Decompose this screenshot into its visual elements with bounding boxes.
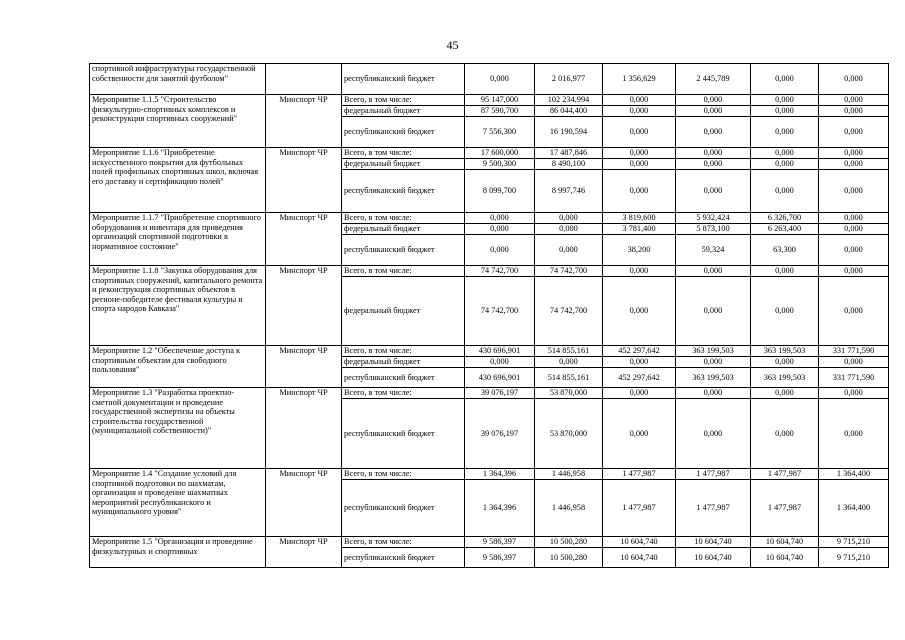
amount-cell: 39 076,197 — [465, 388, 535, 399]
amount-cell: 0,000 — [819, 213, 889, 224]
amount-cell: 0,000 — [465, 64, 535, 95]
funding-source: федеральный бюджет — [342, 159, 465, 170]
amount-cell: 0,000 — [819, 64, 889, 95]
executor — [266, 64, 342, 95]
measure-name: Мероприятие 1.1.8 "Закупка оборудования для спортивных сооружений, капитального ремонта и реконструкция спортивных объектов в регионе-победителе фестиваля культуры и спорта народов Кавказа" — [90, 266, 266, 346]
amount-cell: 1 446,958 — [535, 469, 603, 480]
amount-cell: 0,000 — [819, 235, 889, 266]
amount-cell: 5 932,424 — [676, 213, 751, 224]
amount-cell: 0,000 — [751, 170, 819, 213]
table-row — [90, 537, 889, 548]
amount-cell: 0,000 — [465, 213, 535, 224]
amount-cell: 1 364,396 — [465, 480, 535, 537]
amount-cell: 0,000 — [603, 106, 676, 117]
amount-cell: 0,000 — [603, 399, 676, 469]
amount-cell: 1 477,987 — [603, 469, 676, 480]
amount-cell: 0,000 — [603, 170, 676, 213]
amount-cell: 10 500,280 — [535, 548, 603, 568]
amount-cell: 39 076,197 — [465, 399, 535, 469]
funding-source: федеральный бюджет — [342, 277, 465, 346]
amount-cell: 0,000 — [819, 399, 889, 469]
amount-cell: 0,000 — [751, 399, 819, 469]
amount-cell: 363 199,503 — [751, 346, 819, 357]
amount-cell: 0,000 — [819, 95, 889, 106]
amount-cell: 363 199,503 — [676, 368, 751, 388]
amount-cell: 1 356,629 — [603, 64, 676, 95]
amount-cell: 0,000 — [603, 388, 676, 399]
amount-cell: 514 855,161 — [535, 346, 603, 357]
executor: Минспорт ЧР — [266, 266, 342, 346]
amount-cell: 0,000 — [751, 148, 819, 159]
amount-cell: 95 147,000 — [465, 95, 535, 106]
amount-cell: 1 477,987 — [676, 469, 751, 480]
amount-cell: 514 855,161 — [535, 368, 603, 388]
amount-cell: 1 477,987 — [603, 480, 676, 537]
amount-cell: 10 500,280 — [535, 537, 603, 548]
measure-name: Мероприятие 1.1.7 "Приобретение спортивного оборудования и инвентаря для приведения организаций спортивной подготовки в нормативное состояние" — [90, 213, 266, 266]
executor: Минспорт ЧР — [266, 213, 342, 266]
funding-source: Всего, в том числе: — [342, 537, 465, 548]
table-row — [90, 388, 889, 399]
funding-source: Всего, в том числе: — [342, 213, 465, 224]
amount-cell: 9 586,397 — [465, 537, 535, 548]
amount-cell: 87 590,700 — [465, 106, 535, 117]
amount-cell: 0,000 — [603, 95, 676, 106]
amount-cell: 74 742,700 — [535, 266, 603, 277]
amount-cell: 0,000 — [819, 117, 889, 148]
funding-source: республиканский бюджет — [342, 170, 465, 213]
amount-cell: 0,000 — [676, 95, 751, 106]
amount-cell: 9 715,210 — [819, 548, 889, 568]
amount-cell: 331 771,590 — [819, 368, 889, 388]
amount-cell: 1 477,987 — [676, 480, 751, 537]
funding-source: федеральный бюджет — [342, 224, 465, 235]
amount-cell: 3 781,400 — [603, 224, 676, 235]
amount-cell: 363 199,503 — [751, 368, 819, 388]
amount-cell: 9 715,210 — [819, 537, 889, 548]
amount-cell: 0,000 — [751, 64, 819, 95]
amount-cell: 0,000 — [819, 106, 889, 117]
amount-cell: 0,000 — [819, 277, 889, 346]
amount-cell: 0,000 — [465, 357, 535, 368]
amount-cell: 86 044,400 — [535, 106, 603, 117]
funding-source: республиканский бюджет — [342, 399, 465, 469]
executor: Минспорт ЧР — [266, 388, 342, 469]
amount-cell: 10 604,740 — [676, 537, 751, 548]
amount-cell: 2 016,977 — [535, 64, 603, 95]
executor: Минспорт ЧР — [266, 469, 342, 537]
funding-source: федеральный бюджет — [342, 357, 465, 368]
amount-cell: 0,000 — [819, 159, 889, 170]
amount-cell: 0,000 — [676, 159, 751, 170]
amount-cell: 38,200 — [603, 235, 676, 266]
amount-cell: 0,000 — [676, 170, 751, 213]
amount-cell: 0,000 — [819, 224, 889, 235]
amount-cell: 53 870,000 — [535, 399, 603, 469]
amount-cell: 5 873,100 — [676, 224, 751, 235]
amount-cell: 6 326,700 — [751, 213, 819, 224]
amount-cell: 74 742,700 — [465, 266, 535, 277]
measure-name: Мероприятие 1.1.5 "Строительство физкультурно-спортивных комплексов и реконструкция спортивных сооружений" — [90, 95, 266, 148]
funding-source: республиканский бюджет — [342, 548, 465, 568]
table-row — [90, 95, 889, 106]
page-number: 45 — [446, 38, 459, 52]
amount-cell: 0,000 — [603, 266, 676, 277]
executor: Минспорт ЧР — [266, 537, 342, 568]
amount-cell: 6 263,400 — [751, 224, 819, 235]
amount-cell: 0,000 — [751, 277, 819, 346]
amount-cell: 0,000 — [603, 357, 676, 368]
amount-cell: 74 742,700 — [535, 277, 603, 346]
amount-cell: 0,000 — [603, 148, 676, 159]
amount-cell: 0,000 — [535, 213, 603, 224]
amount-cell: 0,000 — [751, 117, 819, 148]
amount-cell: 430 696,901 — [465, 346, 535, 357]
amount-cell: 0,000 — [751, 95, 819, 106]
amount-cell: 1 364,400 — [819, 480, 889, 537]
amount-cell: 0,000 — [603, 117, 676, 148]
amount-cell: 0,000 — [819, 266, 889, 277]
amount-cell: 10 604,740 — [751, 537, 819, 548]
executor: Минспорт ЧР — [266, 95, 342, 148]
amount-cell: 9 586,397 — [465, 548, 535, 568]
amount-cell: 0,000 — [751, 266, 819, 277]
amount-cell: 0,000 — [819, 357, 889, 368]
amount-cell: 331 771,590 — [819, 346, 889, 357]
amount-cell: 102 234,994 — [535, 95, 603, 106]
amount-cell: 0,000 — [751, 159, 819, 170]
amount-cell: 0,000 — [819, 170, 889, 213]
amount-cell: 2 445,789 — [676, 64, 751, 95]
table-body — [90, 64, 889, 568]
executor: Минспорт ЧР — [266, 346, 342, 388]
amount-cell: 7 556,300 — [465, 117, 535, 148]
amount-cell: 0,000 — [465, 235, 535, 266]
table-row — [90, 64, 889, 95]
amount-cell: 10 604,740 — [603, 537, 676, 548]
amount-cell: 59,324 — [676, 235, 751, 266]
amount-cell: 9 500,300 — [465, 159, 535, 170]
amount-cell: 74 742,700 — [465, 277, 535, 346]
amount-cell: 0,000 — [751, 388, 819, 399]
funding-source: Всего, в том числе: — [342, 346, 465, 357]
budget-table — [89, 63, 889, 568]
executor: Минспорт ЧР — [266, 148, 342, 213]
measure-name: Мероприятие 1.2 "Обеспечение доступа к спортивным объектам для свободного пользования" — [90, 346, 266, 388]
amount-cell: 8 490,100 — [535, 159, 603, 170]
amount-cell: 430 696,901 — [465, 368, 535, 388]
amount-cell: 1 364,396 — [465, 469, 535, 480]
measure-name: Мероприятие 1.3 "Разработка проектно-сметной документации и проведение государственной экспертизы на объекты строительства государственной (муниципальной собственности)" — [90, 388, 266, 469]
amount-cell: 16 190,594 — [535, 117, 603, 148]
amount-cell: 1 446,958 — [535, 480, 603, 537]
measure-name: спортивной инфраструктуры государственной собственности для занятий футболом" — [90, 64, 266, 95]
amount-cell: 0,000 — [676, 106, 751, 117]
amount-cell: 63,300 — [751, 235, 819, 266]
amount-cell: 0,000 — [535, 224, 603, 235]
measure-name: Мероприятие 1.4 "Создание условий для спортивной подготовки по шахматам, организация и проведение шахматных мероприятий республиканского и муниципального уровня" — [90, 469, 266, 537]
amount-cell: 0,000 — [676, 117, 751, 148]
amount-cell: 0,000 — [676, 357, 751, 368]
amount-cell: 0,000 — [819, 148, 889, 159]
amount-cell: 53 870,000 — [535, 388, 603, 399]
funding-source: республиканский бюджет — [342, 64, 465, 95]
amount-cell: 0,000 — [751, 357, 819, 368]
amount-cell: 0,000 — [676, 277, 751, 346]
funding-source: Всего, в том числе: — [342, 95, 465, 106]
amount-cell: 0,000 — [751, 106, 819, 117]
amount-cell: 452 297,642 — [603, 368, 676, 388]
amount-cell: 3 819,600 — [603, 213, 676, 224]
amount-cell: 0,000 — [535, 235, 603, 266]
amount-cell: 0,000 — [465, 224, 535, 235]
amount-cell: 17 600,000 — [465, 148, 535, 159]
funding-source: Всего, в том числе: — [342, 388, 465, 399]
amount-cell: 10 604,740 — [603, 548, 676, 568]
amount-cell: 0,000 — [676, 266, 751, 277]
amount-cell: 0,000 — [676, 388, 751, 399]
table-row — [90, 148, 889, 159]
funding-source: Всего, в том числе: — [342, 469, 465, 480]
amount-cell: 10 604,740 — [751, 548, 819, 568]
table-row — [90, 346, 889, 357]
amount-cell: 0,000 — [603, 277, 676, 346]
amount-cell: 1 477,987 — [751, 469, 819, 480]
funding-source: республиканский бюджет — [342, 368, 465, 388]
amount-cell: 452 297,642 — [603, 346, 676, 357]
funding-source: республиканский бюджет — [342, 480, 465, 537]
amount-cell: 1 477,987 — [751, 480, 819, 537]
amount-cell: 0,000 — [819, 388, 889, 399]
amount-cell: 10 604,740 — [676, 548, 751, 568]
measure-name: Мероприятие 1.1.6 "Приобретение искусственного покрытия для футбольных полей профильных спортивных школ, включая его доставку и сертификацию полей" — [90, 148, 266, 213]
amount-cell: 0,000 — [603, 159, 676, 170]
funding-source: республиканский бюджет — [342, 235, 465, 266]
funding-source: республиканский бюджет — [342, 117, 465, 148]
amount-cell: 363 199,503 — [676, 346, 751, 357]
measure-name: Мероприятие 1.5 "Организация и проведение физкультурных и спортивных — [90, 537, 266, 568]
funding-source: Всего, в том числе: — [342, 148, 465, 159]
amount-cell: 0,000 — [676, 148, 751, 159]
amount-cell: 1 364,400 — [819, 469, 889, 480]
table-row — [90, 469, 889, 480]
amount-cell: 0,000 — [676, 399, 751, 469]
table-row — [90, 266, 889, 277]
funding-source: федеральный бюджет — [342, 106, 465, 117]
amount-cell: 8 099,700 — [465, 170, 535, 213]
amount-cell: 0,000 — [535, 357, 603, 368]
amount-cell: 17 487,846 — [535, 148, 603, 159]
funding-source: Всего, в том числе: — [342, 266, 465, 277]
amount-cell: 8 997,746 — [535, 170, 603, 213]
table-row — [90, 213, 889, 224]
